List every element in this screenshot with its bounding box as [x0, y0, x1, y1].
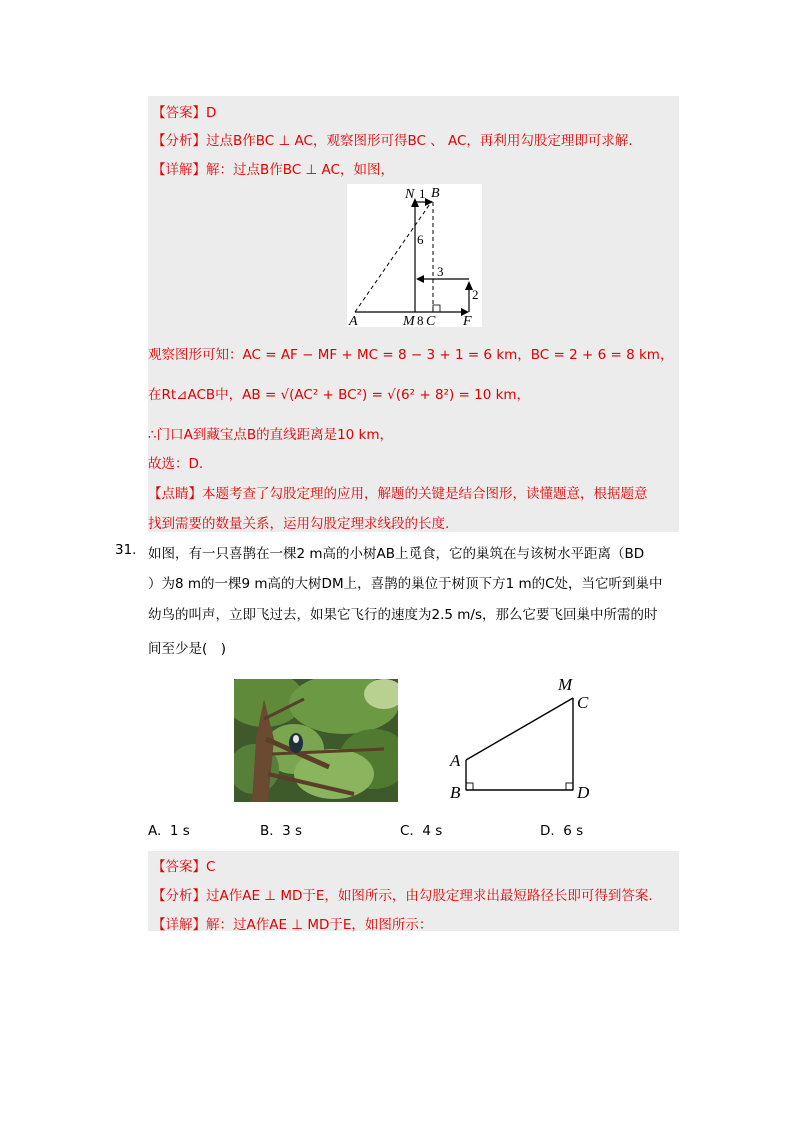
magpie-tree-photo [234, 679, 398, 802]
label-m2: M [558, 675, 573, 694]
note-line-2: 找到需要的数量关系，运用勾股定理求线段的长度. [148, 516, 450, 532]
option-c[interactable]: C. 4 s [400, 823, 443, 839]
label-3: 3 [437, 264, 444, 279]
label-a2: A [450, 751, 461, 770]
label-b: B [431, 186, 440, 201]
option-d[interactable]: D. 6 s [540, 823, 584, 839]
question-line-2: ）为8 m的一棵9 m高的大树DM上，喜鹊的巢位于树顶下方1 m的C处，当它听到巢中 [148, 576, 663, 592]
option-b[interactable]: B. 3 s [260, 823, 303, 839]
label-c2: C [577, 693, 589, 712]
label-2: 2 [472, 287, 479, 302]
option-a[interactable]: A. 1 s [148, 823, 190, 839]
detail-line-1: 【详解】解：过点B作BC ⊥ AC，如图， [152, 162, 394, 178]
observe-line: 观察图形可知：AC = AF − MF + MC = 8 − 3 + 1 = 6 km，BC = 2 + 6 = 8 km， [148, 347, 674, 363]
label-b2: B [450, 783, 461, 802]
detail-line-2: 【详解】解：过A作AE ⊥ MD于E，如图所示： [152, 917, 433, 933]
question-line-3: 幼鸟的叫声，立即飞过去，如果它飞行的速度为2.5 m/s，那么它要飞回巢中所需的时 [148, 607, 658, 623]
question-line-1: 如图，有一只喜鹊在一棵2 m高的小树AB上觅食，它的巢筑在与该树水平距离（BD [148, 546, 645, 562]
figure-2-diagram [446, 672, 596, 805]
answer-line-1: 【答案】D [152, 105, 217, 121]
analysis-line-1: 【分析】过点B作BC ⊥ AC，观察图形可得BC 、 AC，再利用勾股定理即可求解. [152, 133, 633, 149]
right-angle-d [566, 783, 573, 790]
label-c: C [426, 314, 436, 327]
therefore-line: ∴门口A到藏宝点B的直线距离是10 km， [148, 427, 394, 443]
label-n: N [405, 187, 415, 202]
label-m: M [403, 314, 415, 327]
question-line-4: 间至少是( ) [148, 641, 227, 657]
question-number: 31. [115, 542, 137, 558]
analysis-line-2: 【分析】过A作AE ⊥ MD于E，如图所示，由勾股定理求出最短路径长即可得到答案. [152, 888, 653, 904]
rt-triangle-line: 在Rt⊿ACB中，AB = √(AC² + BC²) = √(6² + 8²) = 10 km， [148, 387, 531, 403]
label-8: 8 [417, 313, 424, 327]
note-line-1: 【点睛】本题考查了勾股定理的应用，解题的关键是结合图形，读懂题意，根据题意 [148, 486, 648, 502]
right-angle-b [466, 783, 473, 790]
label-d2: D [577, 783, 590, 802]
answer-line-2: 【答案】C [152, 859, 216, 875]
label-1: 1 [419, 186, 426, 201]
label-f: F [463, 314, 472, 327]
label-a: A [349, 314, 358, 327]
figure-1-diagram [347, 184, 482, 327]
label-6: 6 [417, 232, 424, 247]
choose-line: 故选：D. [148, 456, 204, 472]
line-ac [466, 698, 573, 760]
